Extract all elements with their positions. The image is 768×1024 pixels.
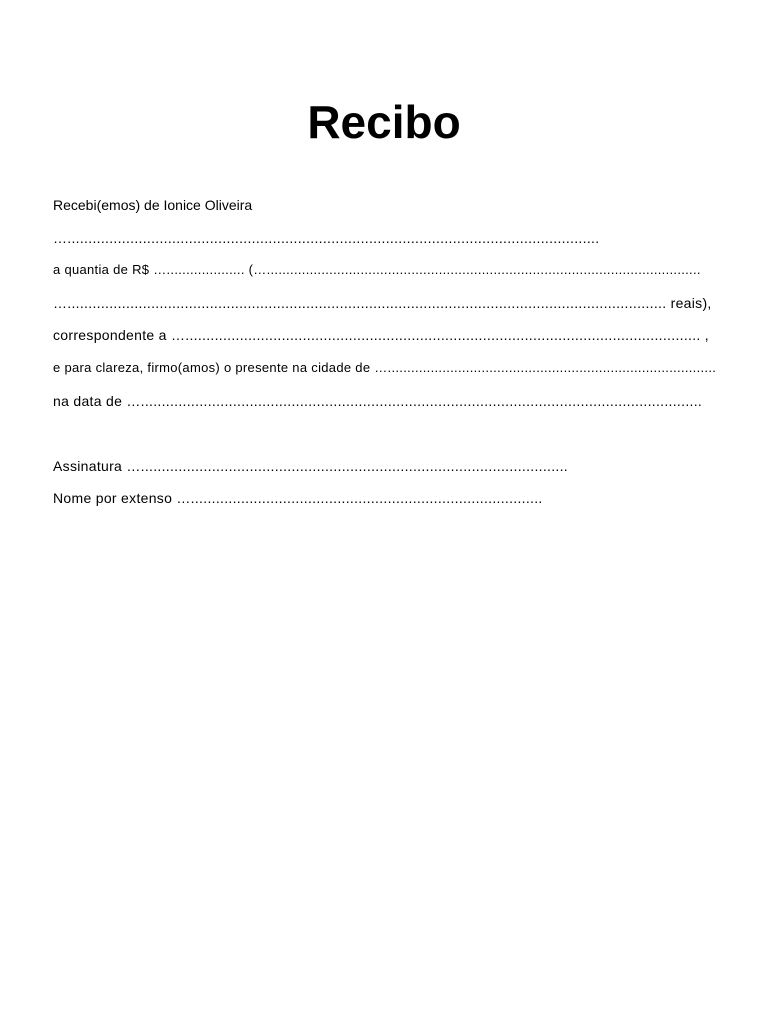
amount-words-line: …............................................................................................................................................... reais), xyxy=(53,295,712,311)
received-from-line: Recebi(emos) de Ionice Oliveira xyxy=(53,197,253,213)
page-title: Recibo xyxy=(307,96,461,148)
city-line: e para clareza, firmo(amos) o presente na cidade de ….................................................................................... xyxy=(53,360,717,375)
amount-line: a quantia de R$ ….................... (…............................................................................................................... xyxy=(53,262,701,277)
date-line: na data de …...................................................................................................................................... xyxy=(53,393,703,409)
signature-line: Assinatura …...................................................................................................... xyxy=(53,458,568,474)
received-from-fill-line: …............................................................................................................................... xyxy=(53,230,600,246)
corresponding-line: correspondente a …........................................................................................................................... , xyxy=(53,327,709,343)
full-name-line: Nome por extenso ….................................................................................... xyxy=(53,490,543,506)
